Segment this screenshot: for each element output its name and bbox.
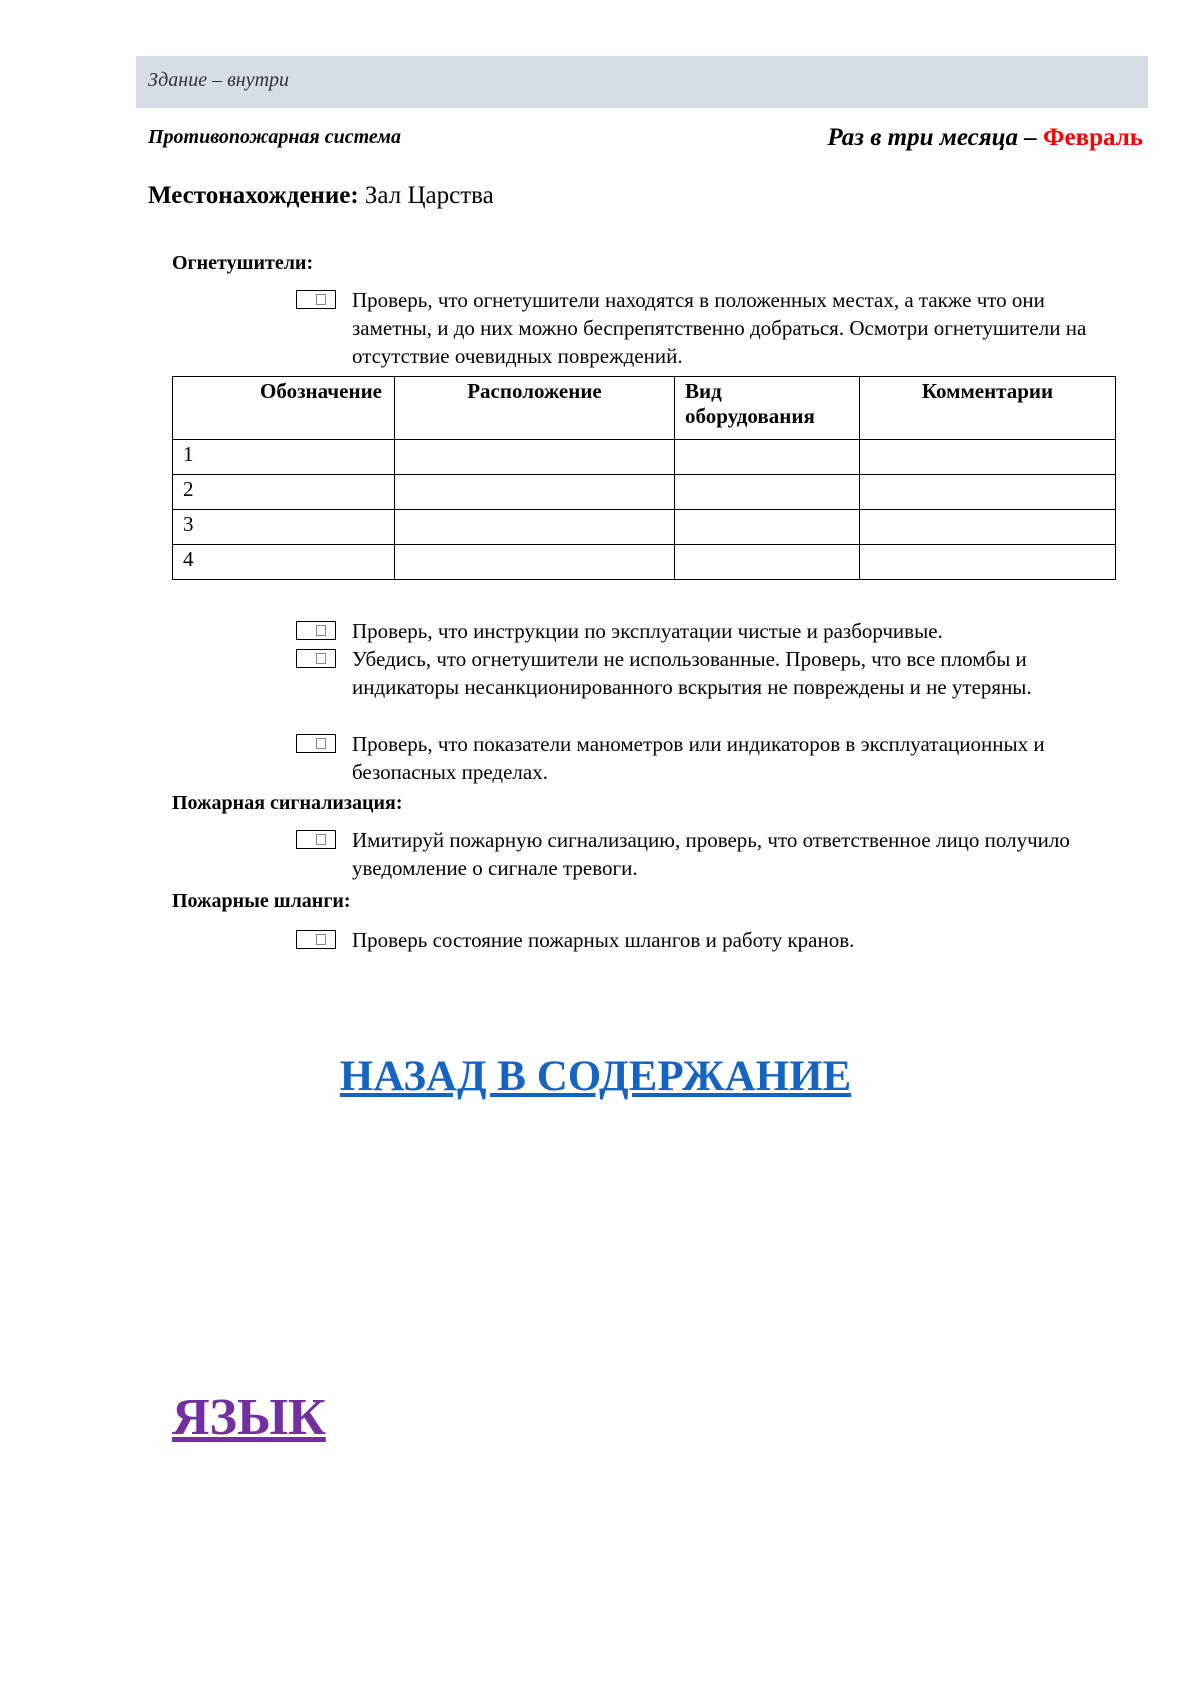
location-label: Местонахождение: xyxy=(148,182,359,209)
table-cell[interactable] xyxy=(860,510,1116,545)
month-label: Февраль xyxy=(1043,124,1143,151)
item-text: Проверь состояние пожарных шлангов и работу кранов. xyxy=(352,928,855,952)
section-hoses: Пожарные шланги: xyxy=(172,890,351,912)
column-header-equipment-type: Вид оборудования xyxy=(675,377,860,440)
column-header-comments: Комментарии xyxy=(860,377,1116,440)
checklist-item-alarm xyxy=(296,826,1126,882)
checkbox[interactable] xyxy=(296,830,336,849)
table-row xyxy=(173,545,1116,580)
table-cell[interactable] xyxy=(860,475,1116,510)
item-text: Проверь, что показатели манометров или индикаторов в эксплуатационных и безопасных пределах. xyxy=(352,732,1045,784)
table-cell[interactable] xyxy=(395,545,675,580)
item-text: Убедись, что огнетушители не использованные. Проверь, что все пломбы и индикаторы несанкционированного вскрытия не повреждены и не утеряны. xyxy=(352,647,1032,699)
item-text: Проверь, что огнетушители находятся в положенных местах, а также что они заметны, и до них можно беспрепятственно добраться. Осмотри огнетушители на отсутствие очевидных повреждений. xyxy=(352,288,1087,368)
table-cell[interactable]: 3 xyxy=(173,510,395,545)
table-cell[interactable] xyxy=(860,545,1116,580)
section-extinguishers: Огнетушители: xyxy=(172,252,314,274)
back-to-contents-link[interactable]: НАЗАД В СОДЕРЖАНИЕ xyxy=(339,1053,852,1100)
table-cell[interactable]: 2 xyxy=(173,475,395,510)
table-header-row xyxy=(173,377,1116,440)
section-alarm: Пожарная сигнализация: xyxy=(172,792,403,814)
language-link[interactable]: ЯЗЫК xyxy=(172,1389,326,1446)
checklist-item-instructions xyxy=(296,617,1126,645)
banner-title: Здание – внутри xyxy=(148,69,290,91)
column-header-designation: Обозначение xyxy=(173,377,395,440)
table-cell[interactable] xyxy=(860,440,1116,475)
checklist-item-gauges xyxy=(296,730,1126,786)
table-cell[interactable] xyxy=(675,440,860,475)
column-header-location: Расположение xyxy=(395,377,675,440)
frequency-label xyxy=(827,124,1143,152)
location-value: Зал Царства xyxy=(358,182,494,209)
checkbox[interactable] xyxy=(296,290,336,309)
item-text: Проверь, что инструкции по эксплуатации чистые и разборчивые. xyxy=(352,619,943,643)
checkbox[interactable] xyxy=(296,930,336,949)
checkbox[interactable] xyxy=(296,649,336,668)
checklist-item-unused xyxy=(296,645,1126,701)
checklist-item-hoses xyxy=(296,926,1126,954)
extinguisher-table xyxy=(172,376,1116,580)
checklist-item-placement xyxy=(296,286,1126,370)
table-cell[interactable] xyxy=(395,440,675,475)
table-cell[interactable] xyxy=(395,475,675,510)
table-row xyxy=(173,510,1116,545)
checkbox[interactable] xyxy=(296,734,336,753)
checkbox[interactable] xyxy=(296,621,336,640)
table-cell[interactable] xyxy=(675,510,860,545)
table-row xyxy=(173,440,1116,475)
table-cell[interactable] xyxy=(675,475,860,510)
system-title: Противопожарная система xyxy=(148,126,401,148)
table-cell[interactable]: 1 xyxy=(173,440,395,475)
table-row xyxy=(173,475,1116,510)
table-cell[interactable] xyxy=(675,545,860,580)
item-text: Имитируй пожарную сигнализацию, проверь, что ответственное лицо получило уведомление о сигнале тревоги. xyxy=(352,828,1070,880)
table-cell[interactable]: 4 xyxy=(173,545,395,580)
frequency-text: Раз в три месяца – xyxy=(827,124,1044,151)
table-cell[interactable] xyxy=(395,510,675,545)
location-line xyxy=(148,182,494,210)
